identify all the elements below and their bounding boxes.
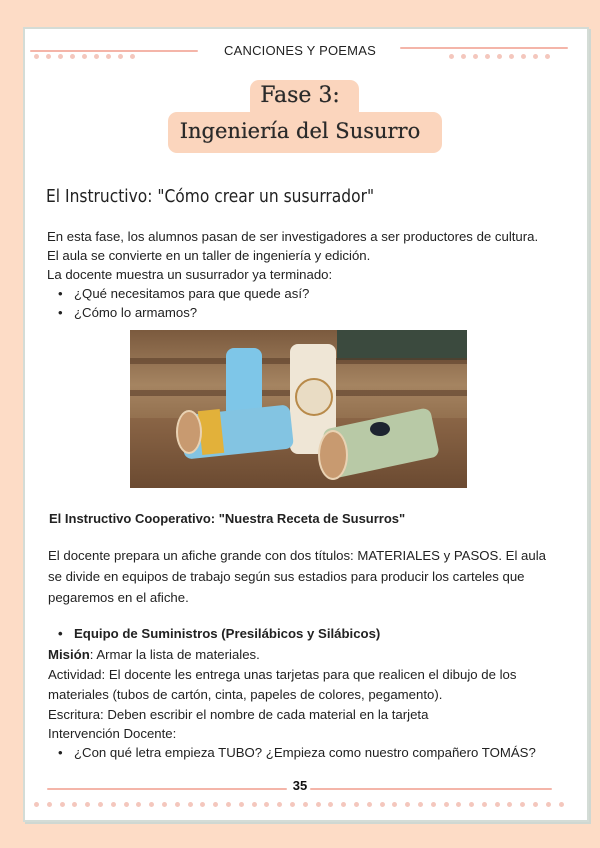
footer-dots: [34, 802, 564, 808]
photo-tube-opening: [176, 410, 202, 454]
photo-mouse-sticker: [295, 378, 333, 416]
team-title: • Equipo de Suministros (Presilábicos y Silábicos): [60, 626, 380, 641]
title-line-1: Fase 3:: [260, 83, 340, 108]
photo-tube-opening: [318, 430, 348, 480]
mision-line: [48, 645, 260, 664]
writing-line: Escritura: Deben escribir el nombre de cada material en la tarjeta: [48, 707, 429, 722]
mision-label: Misión: [48, 647, 90, 662]
section-heading-cooperativo: El Instructivo Cooperativo: "Nuestra Receta de Susurros": [49, 511, 406, 526]
paragraph-line: En esta fase, los alumnos pasan de ser investigadores a ser productores de cultura.: [47, 229, 539, 244]
activity-line: materiales (tubos de cartón, cinta, papeles de colores, pegamento).: [48, 687, 443, 702]
photo-bulletin-board: [337, 330, 467, 360]
title-line-2: Ingeniería del Susurro: [179, 119, 421, 143]
paragraph-line: El docente prepara un afiche grande con dos títulos: MATERIALES y PASOS. El aula: [48, 548, 546, 563]
paragraph-line: pegaremos en el afiche.: [48, 590, 189, 605]
section-heading-instructivo: El Instructivo: "Cómo crear un susurrador": [46, 186, 375, 207]
list-item: • ¿Con qué letra empieza TUBO? ¿Empieza como nuestro compañero TOMÁS?: [60, 745, 536, 760]
list-item: • ¿Qué necesitamos para que quede así?: [60, 286, 309, 301]
mision-text: : Armar la lista de materiales.: [89, 647, 260, 662]
intervention-label: Intervención Docente:: [48, 726, 177, 741]
paragraph-line: La docente muestra un susurrador ya terminado:: [47, 267, 333, 282]
whisperer-tubes-photo: [130, 330, 467, 488]
paragraph-line: se divide en equipos de trabajo según sus estadios para producir los carteles que: [48, 569, 525, 584]
list-item: • ¿Cómo lo armamos?: [60, 305, 197, 320]
page-number: 35: [292, 778, 308, 793]
activity-line: Actividad: El docente les entrega unas tarjetas para que realicen el dibujo de los: [48, 667, 517, 682]
paragraph-line: El aula se convierte en un taller de ingeniería y edición.: [47, 248, 371, 263]
photo-spider: [370, 422, 390, 436]
header-title: CANCIONES Y POEMAS: [224, 43, 376, 58]
